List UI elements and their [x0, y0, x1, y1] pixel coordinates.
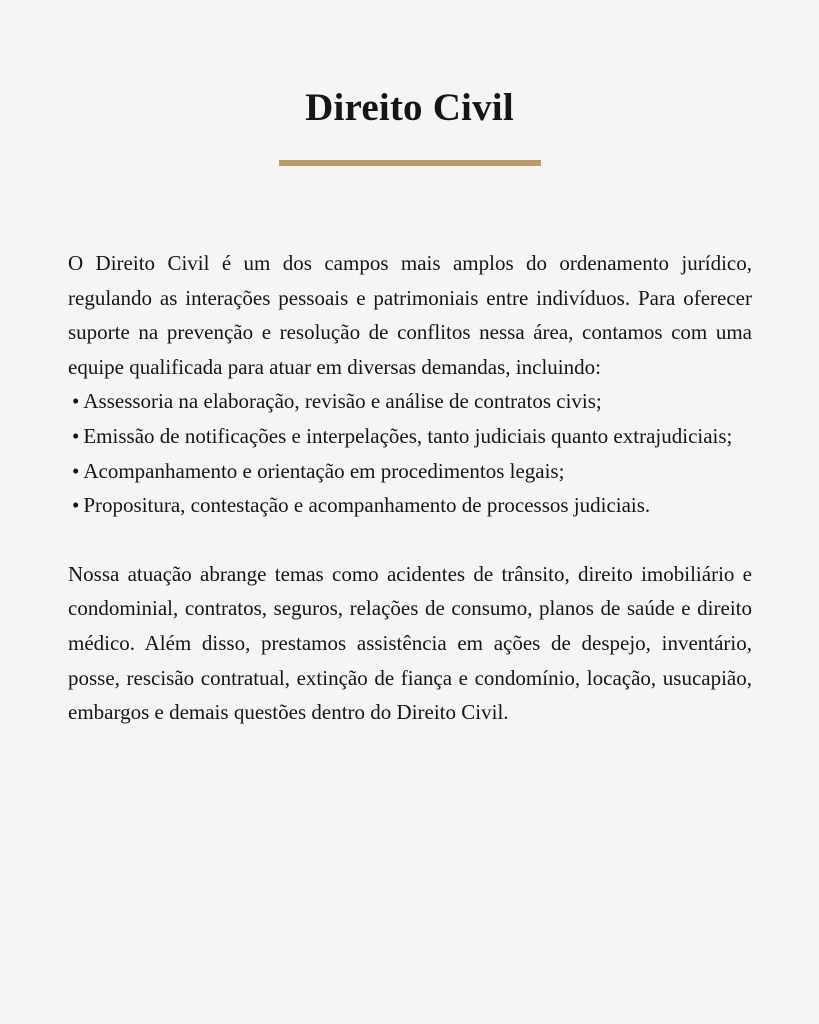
bullet-icon: •: [72, 458, 80, 483]
list-item-text: Emissão de notificações e interpelações, tanto judiciais quanto extrajudiciais;: [83, 423, 733, 448]
bullet-icon: •: [72, 493, 80, 518]
list-item: [68, 419, 752, 454]
list-item: [68, 454, 752, 489]
list-item-text: Acompanhamento e orientação em procedimentos legais;: [83, 458, 565, 483]
bullet-icon: •: [72, 389, 80, 414]
bullet-icon: •: [72, 423, 80, 448]
list-item-text: Assessoria na elaboração, revisão e análise de contratos civis;: [83, 389, 602, 414]
scope-paragraph: Nossa atuação abrange temas como acidentes de trânsito, direito imobiliário e condominial, contratos, seguros, relações de consumo, planos de saúde e direito médico. Além disso, prestamos assistência em ações de despejo, inventário, posse, rescisão contratual, extinção de fiança e condomínio, locação, usucapião, embargos e demais questões dentro do Direito Civil.: [68, 561, 752, 725]
intro-paragraph: O Direito Civil é um dos campos mais amplos do ordenamento jurídico, regulando as interações pessoais e patrimoniais entre indivíduos. Para oferecer suporte na prevenção e resolução de conflitos nessa área, contamos com uma equipe qualificada para atuar em diversas demandas, incluindo:: [68, 251, 752, 379]
body-text: [68, 246, 752, 730]
page-title: Direito Civil: [305, 86, 514, 129]
list-item: [68, 384, 752, 419]
title-divider: [279, 160, 541, 166]
list-item: [68, 488, 752, 523]
services-list: [68, 384, 752, 522]
list-item-text: Propositura, contestação e acompanhamento de processos judiciais.: [83, 493, 651, 518]
